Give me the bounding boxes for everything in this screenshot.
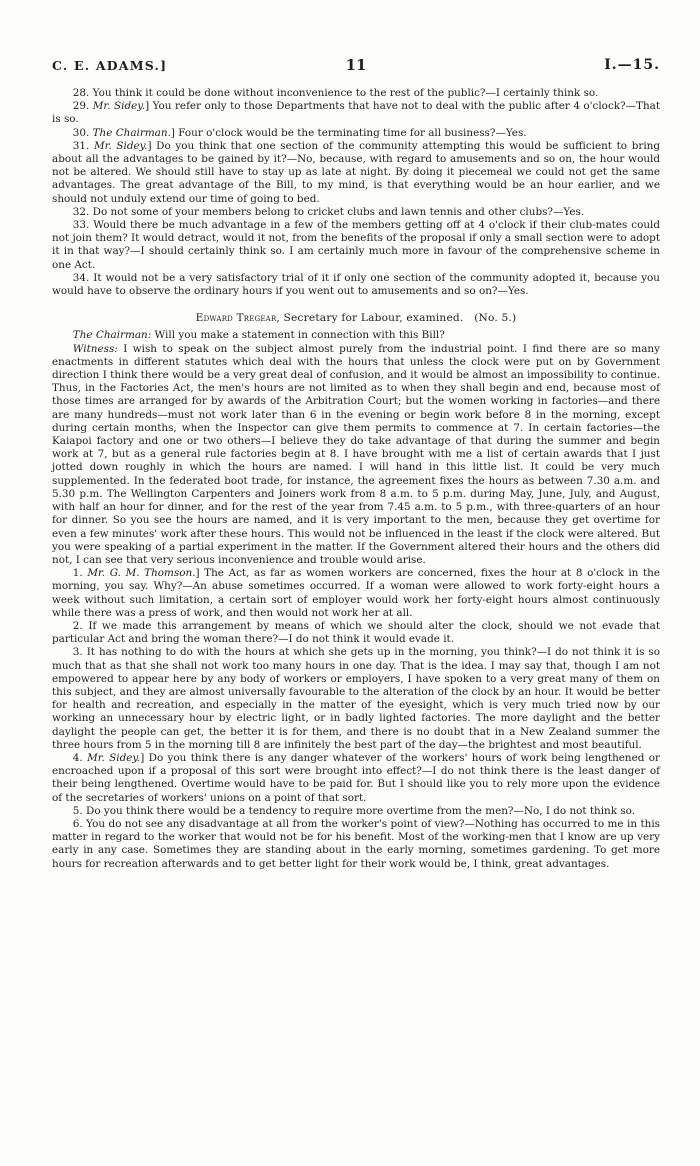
question-4: 4. Mr. Sidey.] Do you think there is any danger whatever of the workers' hours of work being lengthened or encroached upon if a proposal of this sort were brought into effect?—I do not think there is the least danger of their being lengthened. Overtime would have to be paid for. But I should like you to rely more upon the evidence of the secretaries of workers' unions on a point of that sort. — [52, 751, 660, 804]
chairman-question: The Chairman: Will you make a statement in connection with this Bill? — [72, 329, 445, 342]
page-header — [52, 56, 660, 78]
question-2: 2. If we made this arrangement by means of which we should alter the clock, should we not evade that particular Act and bring the woman there?—I do not think it would evade it. — [52, 619, 660, 646]
speaker-label: Mr. Sidey. — [93, 139, 148, 152]
speaker-label: The Chairman. — [92, 126, 171, 139]
question-31: 31. Mr. Sidey.] Do you think that one section of the community attempting this would be sufficient to bring about all the advantages to be gained by it?—No, because, with regard to amusements and so on, the hour would not be altered. We should still have to stay up as late at night. By doing it piecemeal we could not get the same advantages. The great advantage of the Bill, to my mind, is that everything would be an hour earlier, and we should not unduly extend our time of going to bed. — [52, 139, 660, 205]
witness-title: , Secretary for Labour, examined. — [276, 312, 464, 325]
speaker-label: Mr. G. M. Thomson. — [87, 567, 196, 580]
question-30: 30. The Chairman.] Four o'clock would be the terminating time for all business?—Yes. — [72, 126, 527, 139]
question-5: 5. Do you think there would be a tendency to require more overtime from the men?—No, I do not think so. — [72, 804, 636, 817]
question-28: 28. You think it could be done without inconvenience to the rest of the public?—I certainly think so. — [72, 87, 599, 99]
witness-statement: Witness: I wish to speak on the subject almost purely from the industrial point. I find there are so many enactments in different statutes which deal with the hours that unless the clock were put on by Government direction I think there would be a very great deal of confusion, and it would be almost an impossibility to continue. Thus, in the Factories Act, the men's hours are not limited as to when they shall begin and end, because most of those times are arranged for by awards of the Arbitration Court; but the women working in factories—and there are many hundreds—must not work later than 6 in the evening or begin work before 8 in the morning, except during certain months, when the Inspector can give them permits to commence at 7. In certain factories—the Kaiapoi factory and one or two others—I believe they do take advantage of that during the summer and begin work at 7, but as a general rule factories begin at 8. I have brought with me a list of certain awards that I just jotted down roughly in which the hours are named. I will hand in this little list. It could be very much supplemented. In the federated boot trade, for instance, the agreement fixes the hours as between 7.30 a.m. and 5.30 p.m. The Wellington Carpenters and Joiners work from 8 a.m. to 5 p.m. during May, June, July, and August, with half an hour for dinner, and for the rest of the year from 7.45 a.m. to 5 p.m., with three-quarters of an hour for dinner. So you see the hours are named, and it is very important to the men, because they get overtime for even a few minutes' work after these hours. This would not be influenced in the least if the clock were altered. But you were speaking of a partial experiment in the matter. If the Government altered their hours and the others did not, I can see that very serious inconvenience and trouble would arise. — [52, 342, 660, 566]
question-1: 1. Mr. G. M. Thomson.] The Act, as far as women workers are concerned, fixes the hour at 8 o'clock in the morning, you say. Why?—An abuse sometimes occurred. If a woman were allowed to work forty-eight hours a week without such limitation, a certain sort of employer would work her forty-eight hours almost continuously while there was a press of work, and then would not work her at all. — [52, 567, 660, 619]
question-34: 34. It would not be a very satisfactory trial of it if only one section of the community adopted it, because you would have to observe the ordinary hours if you went out to amusements and so on?—Yes. — [52, 271, 660, 298]
question-3: 3. It has nothing to do with the hours at which she gets up in the morning, you think?—I do not think it is so much that as that she shall not work too many hours in one day. That is the idea. I may say that, though I am not empowered to appear here by any body of workers or employers, I have spoken to a very great many of them on this subject, and they are almost universally favourable to the alteration of the clock by an hour. It would be better for health and recreation, and especially in the matter of the eyesight, which is very much tried now by our working an unnecessary hour by electric light, or in badly lighted factories. The more daylight and the better daylight the people can get, the better it is for them, and there is no doubt that in a New Zealand summer the three hours from 5 in the morning till 8 are infinitely the best part of the day—the brightest and most beautiful. — [52, 646, 660, 751]
speaker-label: Mr. Sidey. — [87, 751, 141, 764]
witness-name: Edward Tregear — [195, 312, 277, 325]
paper-reference: I.—15. — [604, 57, 660, 73]
header-witness-name: C. E. ADAMS.] — [52, 58, 168, 73]
question-6: 6. You do not see any disadvantage at all from the worker's point of view?—Nothing has occurred to me in this matter in regard to the worker that would not be for his benefit. Most of the working-men that I know are up very early in any case. Sometimes they are standing about in the early morning, sometimes gardening. To get more hours for recreation afterwards and to get better light for their work would be, I think, great advantages. — [52, 817, 660, 870]
witness-label: Witness: — [72, 342, 118, 355]
question-32: 32. Do not some of your members belong to cricket clubs and lawn tennis and other clubs?—Yes. — [72, 205, 585, 218]
document-body — [52, 87, 660, 871]
section-number: (No. 5.) — [474, 312, 517, 325]
speaker-label: Mr. Sidey. — [92, 100, 146, 113]
page-number: 11 — [345, 56, 367, 74]
chairman-label: The Chairman: — [72, 329, 152, 342]
question-29: 29. Mr. Sidey.] You refer only to those Departments that have not to deal with the public after 4 o'clock?—That is so. — [52, 100, 661, 126]
section-heading — [52, 312, 660, 325]
question-33: 33. Would there be much advantage in a few of the members getting off at 4 o'clock if their club-mates could not join them? It would detract, would it not, from the benefits of the proposal if only a small section were to adopt it in that way?—I should certainly think so. I am certainly much more in favour of the comprehensive scheme in one Act. — [52, 219, 660, 271]
